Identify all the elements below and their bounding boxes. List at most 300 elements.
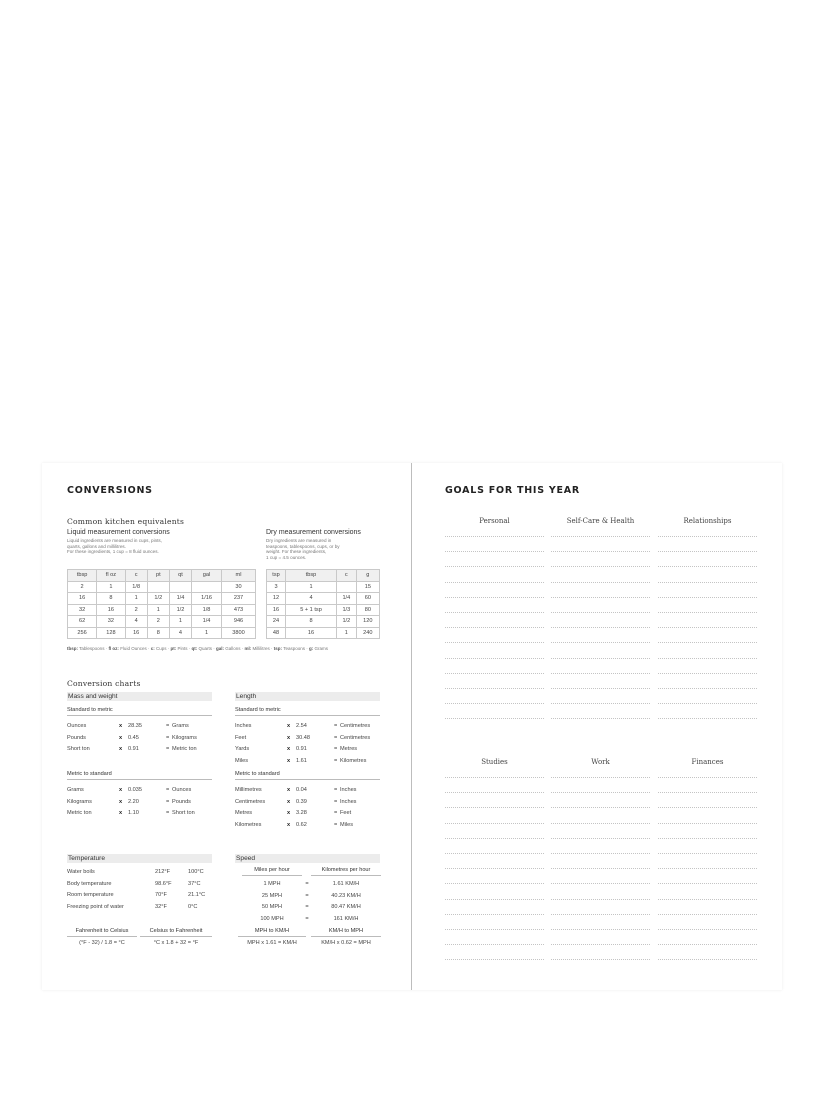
temperature-f: 212°F <box>155 869 170 875</box>
legend-abbr: ml: <box>244 646 252 651</box>
goal-line[interactable] <box>551 777 650 778</box>
table-cell: 12 <box>267 593 286 605</box>
conversion-to: Miles <box>340 821 354 828</box>
conversion-op: x <box>287 821 291 828</box>
conversion-to: Grams <box>172 723 189 729</box>
goal-line[interactable] <box>551 688 650 689</box>
goal-line[interactable] <box>445 792 544 793</box>
goal-line[interactable] <box>658 536 757 537</box>
conversion-op: x <box>119 734 123 741</box>
conversion-eq: = <box>334 723 338 729</box>
conversion-eq: = <box>166 798 170 805</box>
table-cell: 32 <box>68 604 97 616</box>
goal-line[interactable] <box>551 929 650 930</box>
conversion-op: x <box>119 746 123 752</box>
temperature-f: 70°F <box>155 892 167 898</box>
conversion-eq: = <box>166 787 170 793</box>
goal-line[interactable] <box>551 536 650 537</box>
conversion-op: x <box>287 798 291 805</box>
table-cell: 4 <box>125 616 147 628</box>
goal-line[interactable] <box>658 627 757 628</box>
speed-kmh: 161 KM/H <box>333 915 359 922</box>
goal-line[interactable] <box>445 823 544 824</box>
column-header: g <box>356 570 379 582</box>
speed-title: Speed <box>235 854 380 863</box>
conversion-from: Pounds <box>67 734 86 741</box>
goal-line[interactable] <box>551 658 650 659</box>
conversion-to: Short ton <box>172 810 195 816</box>
column-header: c <box>336 570 356 582</box>
table-cell: 8 <box>147 627 169 639</box>
conversion-op: x <box>119 787 123 793</box>
dry-conversion-table <box>266 569 380 639</box>
goal-line[interactable] <box>551 959 650 960</box>
goal-line[interactable] <box>445 883 544 884</box>
dry-note: Dry ingredients are measured in teaspoons, tablespoons, cups, or by weight. For these ingredients, 1 cup = 4.5 ounces. <box>266 538 340 560</box>
legend-abbr: c: <box>150 646 155 651</box>
conversion-to: Centimetres <box>340 723 371 729</box>
goal-line[interactable] <box>551 823 650 824</box>
conversion-from: Inches <box>235 723 252 729</box>
table-cell: 2 <box>125 604 147 616</box>
goal-line[interactable] <box>551 551 650 552</box>
table-cell: 80 <box>356 604 379 616</box>
conversion-to: Inches <box>340 798 357 805</box>
speed-equals: = <box>305 881 309 887</box>
table-cell <box>169 581 191 593</box>
goal-line[interactable] <box>658 718 757 719</box>
legend-abbr: gal: <box>216 646 225 651</box>
table-row <box>267 604 380 616</box>
mass-weight-title: Mass and weight <box>67 692 212 701</box>
table-cell: 1/2 <box>147 593 169 605</box>
table-cell: 1 <box>125 593 147 605</box>
goal-line[interactable] <box>445 536 544 537</box>
goal-line[interactable] <box>445 718 544 719</box>
goal-line[interactable] <box>551 883 650 884</box>
table-cell: 5 + 1 tsp <box>286 604 337 616</box>
table-row <box>68 627 256 639</box>
conversion-to: Centimetres <box>340 734 371 741</box>
conversion-to: Kilometres <box>340 757 367 764</box>
goal-line[interactable] <box>551 627 650 628</box>
goal-line[interactable] <box>658 944 757 945</box>
conversion-from: Grams <box>67 787 84 793</box>
column-header: gal <box>192 570 222 582</box>
table-cell: 120 <box>356 616 379 628</box>
legend-item: g: Grams <box>308 646 328 651</box>
goal-line[interactable] <box>551 853 650 854</box>
goal-line[interactable] <box>445 673 544 674</box>
goal-line[interactable] <box>658 959 757 960</box>
table-cell: 1/3 <box>336 604 356 616</box>
legend-item: fl oz: Fluid Ounces · <box>108 646 151 651</box>
mph-to-kmh-label: MPH to KM/H <box>238 928 306 937</box>
conversion-eq: = <box>334 821 338 828</box>
conversion-from: Miles <box>235 757 249 764</box>
kmh-to-mph-formula: KM/H x 0.62 = MPH <box>321 940 371 946</box>
legend-abbr: fl oz: <box>108 646 119 651</box>
goals-page <box>412 463 782 990</box>
goal-line[interactable] <box>658 673 757 674</box>
table-cell: 2 <box>68 581 97 593</box>
legend-abbr: pt: <box>170 646 177 651</box>
table-cell: 1/8 <box>125 581 147 593</box>
conversion-charts-heading: Conversion charts <box>67 679 141 688</box>
conversion-row <box>67 734 212 742</box>
c-to-f-formula: °C x 1.8 + 32 = °F <box>153 940 199 946</box>
mph-to-kmh-formula: MPH x 1.61 = KM/H <box>247 940 297 946</box>
goal-line[interactable] <box>445 658 544 659</box>
conversion-op: x <box>287 746 291 752</box>
conversion-factor: 2.20 <box>128 798 139 805</box>
legend-item: tbsp: Tablespoons · <box>67 646 109 651</box>
conversion-to: Pounds <box>172 798 191 805</box>
conversion-to: Feet <box>340 810 352 816</box>
table-cell: 1/2 <box>336 616 356 628</box>
legend-item: gal: Gallons · <box>216 646 245 651</box>
goal-category-heading: Finances <box>691 758 724 766</box>
goal-line[interactable] <box>658 688 757 689</box>
conversion-row <box>235 757 380 765</box>
speed-equals: = <box>305 915 309 922</box>
temperature-row <box>67 903 212 911</box>
conversion-row <box>67 745 212 753</box>
conversion-eq: = <box>334 787 338 793</box>
table-row <box>267 593 380 605</box>
table-cell: 1/8 <box>192 604 222 616</box>
goal-category-heading: Studies <box>481 758 508 766</box>
goal-line[interactable] <box>551 868 650 869</box>
speed-kmh: 40.23 KM/H <box>331 892 361 899</box>
dry-title: Dry measurement conversions <box>266 529 361 536</box>
speed-mph: 50 MPH <box>261 904 283 910</box>
goal-line[interactable] <box>658 777 757 778</box>
goal-line[interactable] <box>658 582 757 583</box>
table-cell: 1/4 <box>169 593 191 605</box>
conversion-op: x <box>119 723 123 729</box>
conversion-factor: 0.39 <box>296 798 307 805</box>
length-std-to-metric-label: Standard to metric <box>235 707 380 716</box>
conversion-factor: 0.91 <box>128 746 139 752</box>
table-cell <box>192 581 222 593</box>
goal-line[interactable] <box>445 566 544 567</box>
goal-category-heading: Work <box>591 758 610 766</box>
column-header: tbsp <box>286 570 337 582</box>
conversion-row <box>67 809 212 817</box>
goal-line[interactable] <box>445 627 544 628</box>
goal-line[interactable] <box>658 914 757 915</box>
table-row <box>68 616 256 628</box>
conversion-op: x <box>287 757 291 764</box>
table-cell: 1 <box>286 581 337 593</box>
goal-line[interactable] <box>551 597 650 598</box>
conversion-factor: 3.28 <box>296 810 307 816</box>
conversion-eq: = <box>334 798 338 805</box>
goal-line[interactable] <box>658 551 757 552</box>
goal-line[interactable] <box>551 838 650 839</box>
conversion-eq: = <box>166 723 170 729</box>
goal-line[interactable] <box>445 959 544 960</box>
conversion-factor: 28.35 <box>128 723 142 729</box>
conversion-row <box>67 786 212 794</box>
speed-kmh: 1.61 KM/H <box>332 881 360 887</box>
temperature-title: Temperature <box>67 854 212 863</box>
temperature-label: Body temperature <box>67 880 112 887</box>
conversion-to: Metric ton <box>172 746 197 752</box>
table-cell: 15 <box>356 581 379 593</box>
conversion-op: x <box>287 723 291 729</box>
page-title: GOALS FOR THIS YEAR <box>445 485 580 496</box>
conversion-factor: 1.10 <box>128 810 139 816</box>
table-cell: 32 <box>97 616 125 628</box>
goal-line[interactable] <box>551 899 650 900</box>
conversion-eq: = <box>166 734 170 741</box>
temperature-label: Freezing point of water <box>67 903 124 910</box>
goal-category-heading: Personal <box>479 517 510 525</box>
goal-line[interactable] <box>658 853 757 854</box>
length-metric-to-std-label: Metric to standard <box>235 771 380 780</box>
planner-spread <box>42 463 782 990</box>
conversion-from: Metric ton <box>67 810 92 816</box>
legend-abbr: qt: <box>191 646 198 651</box>
conversion-op: x <box>119 798 123 805</box>
temperature-row <box>67 868 212 876</box>
temperature-c: 0°C <box>188 903 198 910</box>
table-row <box>68 604 256 616</box>
goal-line[interactable] <box>658 597 757 598</box>
speed-kmh: 80.47 KM/H <box>331 904 361 910</box>
table-cell: 1 <box>336 627 356 639</box>
page-title: CONVERSIONS <box>67 485 153 496</box>
goal-line[interactable] <box>445 868 544 869</box>
goal-line[interactable] <box>658 823 757 824</box>
legend-item: c: Cups · <box>150 646 171 651</box>
conversion-eq: = <box>334 810 338 816</box>
conversion-to: Metres <box>340 746 358 752</box>
goal-line[interactable] <box>658 703 757 704</box>
table-cell: 946 <box>222 616 256 628</box>
temperature-label: Water boils <box>67 869 95 875</box>
conversion-to: Kilograms <box>172 734 197 741</box>
conversion-from: Kilometres <box>235 821 262 828</box>
speed-mph: 100 MPH <box>260 915 284 922</box>
conversion-eq: = <box>334 746 338 752</box>
kmh-to-mph-label: KM/H to MPH <box>311 928 381 937</box>
table-cell <box>147 581 169 593</box>
speed-equals: = <box>305 904 309 910</box>
conversion-from: Kilograms <box>67 798 92 805</box>
goal-line[interactable] <box>658 899 757 900</box>
table-row <box>68 593 256 605</box>
goal-line[interactable] <box>445 551 544 552</box>
table-row <box>267 627 380 639</box>
goal-line[interactable] <box>445 807 544 808</box>
legend-item: tsp: Teaspoons · <box>273 646 309 651</box>
conversion-from: Millimetres <box>235 787 262 793</box>
goal-line[interactable] <box>551 566 650 567</box>
table-cell: 1 <box>97 581 125 593</box>
table-cell: 16 <box>286 627 337 639</box>
liquid-note: Liquid ingredients are measured in cups, pints, quarts, gallons and millilitres. For these ingredients, 1 cup = 8 fluid ounces. <box>67 538 162 555</box>
conversion-row <box>235 798 380 806</box>
goal-line[interactable] <box>658 929 757 930</box>
goal-line[interactable] <box>551 582 650 583</box>
table-cell: 4 <box>286 593 337 605</box>
goal-line[interactable] <box>658 868 757 869</box>
conversion-op: x <box>287 810 291 816</box>
goal-line[interactable] <box>551 792 650 793</box>
conversion-from: Yards <box>235 746 250 752</box>
goal-line[interactable] <box>445 642 544 643</box>
table-row <box>267 581 380 593</box>
table-cell: 30 <box>222 581 256 593</box>
goal-line[interactable] <box>658 883 757 884</box>
mph-column-label: Miles per hour <box>242 867 302 876</box>
f-to-c-formula: (°F - 32) / 1.8 = °C <box>79 940 125 946</box>
goal-line[interactable] <box>445 582 544 583</box>
goal-line[interactable] <box>658 566 757 567</box>
table-cell: 2 <box>147 616 169 628</box>
goal-line[interactable] <box>445 899 544 900</box>
goal-line[interactable] <box>658 658 757 659</box>
length-title: Length <box>235 692 380 701</box>
column-header: qt <box>169 570 191 582</box>
conversion-factor: 0.04 <box>296 787 307 793</box>
goal-line[interactable] <box>551 807 650 808</box>
goal-line[interactable] <box>445 777 544 778</box>
column-header: tbsp <box>68 570 97 582</box>
goal-line[interactable] <box>445 597 544 598</box>
goal-line[interactable] <box>445 914 544 915</box>
goal-category-heading: Relationships <box>683 517 732 525</box>
goal-line[interactable] <box>551 642 650 643</box>
conversion-row <box>235 809 380 817</box>
column-header: pt <box>147 570 169 582</box>
table-cell: 240 <box>356 627 379 639</box>
table-cell: 1/4 <box>192 616 222 628</box>
goal-line[interactable] <box>551 914 650 915</box>
speed-equals: = <box>305 892 309 899</box>
conversion-factor: 1.61 <box>296 757 307 764</box>
goal-line[interactable] <box>445 944 544 945</box>
mass-std-to-metric-label: Standard to metric <box>67 707 212 716</box>
conversion-from: Short ton <box>67 746 90 752</box>
table-cell: 60 <box>356 593 379 605</box>
mass-metric-to-std-label: Metric to standard <box>67 771 212 780</box>
conversion-to: Inches <box>340 787 357 793</box>
conversion-row <box>67 722 212 730</box>
table-cell: 1/16 <box>192 593 222 605</box>
goal-line[interactable] <box>658 612 757 613</box>
conversion-row <box>235 745 380 753</box>
conversion-row <box>235 734 380 742</box>
column-header: fl oz <box>97 570 125 582</box>
conversion-eq: = <box>334 734 338 741</box>
table-cell: 128 <box>97 627 125 639</box>
conversion-factor: 0.62 <box>296 821 307 828</box>
goal-line[interactable] <box>658 807 757 808</box>
goal-line[interactable] <box>551 718 650 719</box>
conversion-factor: 0.035 <box>128 787 142 793</box>
table-cell: 237 <box>222 593 256 605</box>
conversions-page <box>42 463 411 990</box>
table-row <box>267 616 380 628</box>
conversion-row <box>235 821 380 829</box>
goal-category-heading: Self-Care & Health <box>566 517 635 525</box>
conversion-from: Centimetres <box>235 798 266 805</box>
c-to-f-label: Celsius to Fahrenheit <box>140 928 212 937</box>
column-header: c <box>125 570 147 582</box>
conversion-factor: 30.48 <box>296 734 310 741</box>
table-cell: 1 <box>147 604 169 616</box>
goal-line[interactable] <box>658 792 757 793</box>
goal-line[interactable] <box>551 673 650 674</box>
table-cell: 1/2 <box>169 604 191 616</box>
table-cell <box>336 581 356 593</box>
table-cell: 1 <box>169 616 191 628</box>
conversion-eq: = <box>166 746 170 752</box>
goal-line[interactable] <box>551 612 650 613</box>
legend-item: pt: Pints · <box>170 646 192 651</box>
temperature-label: Room temperature <box>67 892 114 898</box>
table-cell: 3800 <box>222 627 256 639</box>
table-cell: 16 <box>267 604 286 616</box>
table-cell: 16 <box>97 604 125 616</box>
table-cell: 8 <box>97 593 125 605</box>
table-row <box>68 581 256 593</box>
goal-line[interactable] <box>658 838 757 839</box>
goal-line[interactable] <box>445 929 544 930</box>
conversion-eq: = <box>166 810 170 816</box>
conversion-row <box>235 722 380 730</box>
table-cell: 473 <box>222 604 256 616</box>
conversion-to: Ounces <box>172 787 192 793</box>
table-cell: 8 <box>286 616 337 628</box>
table-cell: 48 <box>267 627 286 639</box>
goal-line[interactable] <box>445 838 544 839</box>
goal-line[interactable] <box>445 688 544 689</box>
conversion-eq: = <box>334 757 338 764</box>
conversion-from: Metres <box>235 810 253 816</box>
kitchen-heading: Common kitchen equivalents <box>67 517 185 526</box>
legend-abbr: tbsp: <box>67 646 78 651</box>
conversion-factor: 0.45 <box>128 734 139 741</box>
table-cell: 16 <box>68 593 97 605</box>
goal-line[interactable] <box>551 703 650 704</box>
liquid-title: Liquid measurement conversions <box>67 529 170 536</box>
goal-line[interactable] <box>445 612 544 613</box>
column-header: ml <box>222 570 256 582</box>
conversion-op: x <box>119 810 123 816</box>
conversion-from: Ounces <box>67 723 87 729</box>
legend-item: qt: Quarts · <box>191 646 217 651</box>
table-cell: 4 <box>169 627 191 639</box>
table-cell: 256 <box>68 627 97 639</box>
conversion-op: x <box>287 787 291 793</box>
table-cell: 16 <box>125 627 147 639</box>
goal-line[interactable] <box>445 853 544 854</box>
goal-line[interactable] <box>658 642 757 643</box>
column-header: tsp <box>267 570 286 582</box>
goal-line[interactable] <box>445 703 544 704</box>
goal-line[interactable] <box>551 944 650 945</box>
kmh-column-label: Kilometres per hour <box>311 867 381 876</box>
temperature-c: 100°C <box>188 869 204 875</box>
table-cell: 24 <box>267 616 286 628</box>
conversion-factor: 2.54 <box>296 723 307 729</box>
legend-item: ml: Millilitres · <box>244 646 274 651</box>
